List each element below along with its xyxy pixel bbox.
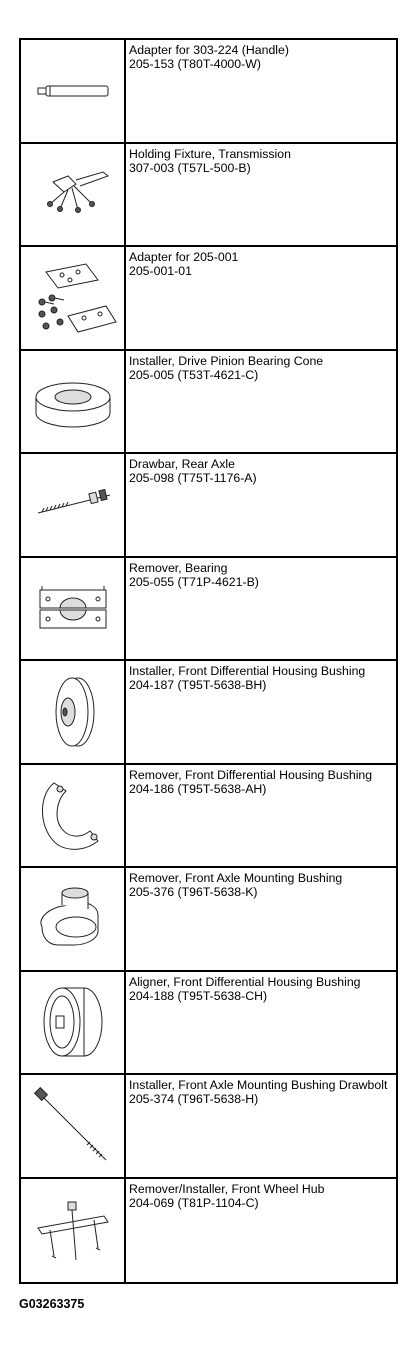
holding-fixture-icon — [28, 154, 118, 234]
tool-description — [126, 144, 396, 246]
tool-name: Adapter for 205-001 — [129, 250, 239, 264]
tool-image-cell — [21, 972, 126, 1074]
tool-row — [21, 765, 396, 869]
tool-description — [126, 558, 396, 660]
special-tools-table — [19, 38, 398, 1284]
tool-number: 205-001-01 — [129, 264, 192, 278]
tool-number: 205-055 (T71P-4621-B) — [129, 574, 259, 589]
tool-number: 205-153 (T80T-4000-W) — [129, 57, 261, 71]
tool-row — [21, 972, 396, 1076]
tool-image-cell — [21, 1075, 126, 1177]
bushing-remover-icon — [28, 775, 118, 855]
tool-row — [21, 40, 396, 144]
tool-name: Remover, Front Differential Housing Bushing — [129, 767, 373, 782]
tool-description — [126, 40, 396, 142]
tool-name: Installer, Front Axle Mounting Bushing Drawbolt — [129, 1078, 388, 1092]
tool-description — [126, 351, 396, 453]
bearing-cone-installer-icon — [28, 361, 118, 441]
tool-image-cell — [21, 247, 126, 349]
figure-code: G03263375 — [19, 1297, 85, 1311]
tool-number: 204-188 (T95T-5638-CH) — [129, 988, 268, 1003]
tool-name: Holding Fixture, Transmission — [129, 146, 291, 161]
tool-image-cell — [21, 868, 126, 970]
bearing-remover-icon — [28, 568, 118, 648]
tool-name: Installer, Front Differential Housing Bushing — [129, 664, 366, 678]
tool-description — [126, 454, 396, 556]
bushing-installer-icon — [28, 672, 118, 752]
tool-row — [21, 454, 396, 558]
tool-number: 205-098 (T75T-1176-A) — [129, 471, 257, 485]
tool-row — [21, 1075, 396, 1179]
adapter-plates-icon — [28, 258, 118, 338]
tool-number: 204-069 (T81P-1104-C) — [129, 1195, 259, 1210]
tool-image-cell — [21, 454, 126, 556]
tool-name: Drawbar, Rear Axle — [129, 457, 235, 471]
tool-image-cell — [21, 1179, 126, 1283]
tool-number: 204-187 (T95T-5638-BH) — [129, 678, 267, 692]
wheel-hub-tool-icon — [28, 1190, 118, 1270]
tool-description — [126, 661, 396, 763]
tool-image-cell — [21, 144, 126, 246]
tool-description — [126, 972, 396, 1074]
bushing-aligner-icon — [28, 982, 118, 1062]
tool-description — [126, 1179, 396, 1283]
tool-number: 307-003 (T57L-500-B) — [129, 160, 251, 175]
tool-number: 205-374 (T96T-5638-H) — [129, 1092, 259, 1106]
tool-description — [126, 1075, 396, 1177]
tool-row — [21, 144, 396, 248]
tool-row — [21, 661, 396, 765]
tool-description — [126, 868, 396, 970]
tool-image-cell — [21, 765, 126, 867]
drawbolt-icon — [28, 1086, 118, 1166]
tool-row — [21, 1179, 396, 1283]
tool-image-cell — [21, 351, 126, 453]
tool-name: Adapter for 303-224 (Handle) — [129, 43, 289, 57]
tool-row — [21, 351, 396, 455]
handle-adapter-icon — [28, 51, 118, 131]
tool-row — [21, 558, 396, 662]
tool-row — [21, 868, 396, 972]
tool-description — [126, 247, 396, 349]
tool-description — [126, 765, 396, 867]
tool-name: Remover/Installer, Front Wheel Hub — [129, 1181, 325, 1196]
tool-image-cell — [21, 40, 126, 142]
tool-name: Remover, Bearing — [129, 560, 228, 575]
tool-image-cell — [21, 558, 126, 660]
tool-name: Installer, Drive Pinion Bearing Cone — [129, 353, 324, 368]
tool-number: 205-005 (T53T-4621-C) — [129, 367, 259, 382]
tool-name: Aligner, Front Differential Housing Bushing — [129, 974, 361, 989]
mounting-bushing-remover-icon — [28, 879, 118, 959]
tool-image-cell — [21, 661, 126, 763]
tool-name: Remover, Front Axle Mounting Bushing — [129, 871, 343, 885]
tool-row — [21, 247, 396, 351]
tool-number: 205-376 (T96T-5638-K) — [129, 885, 258, 899]
drawbar-icon — [28, 465, 118, 545]
tool-number: 204-186 (T95T-5638-AH) — [129, 781, 267, 796]
